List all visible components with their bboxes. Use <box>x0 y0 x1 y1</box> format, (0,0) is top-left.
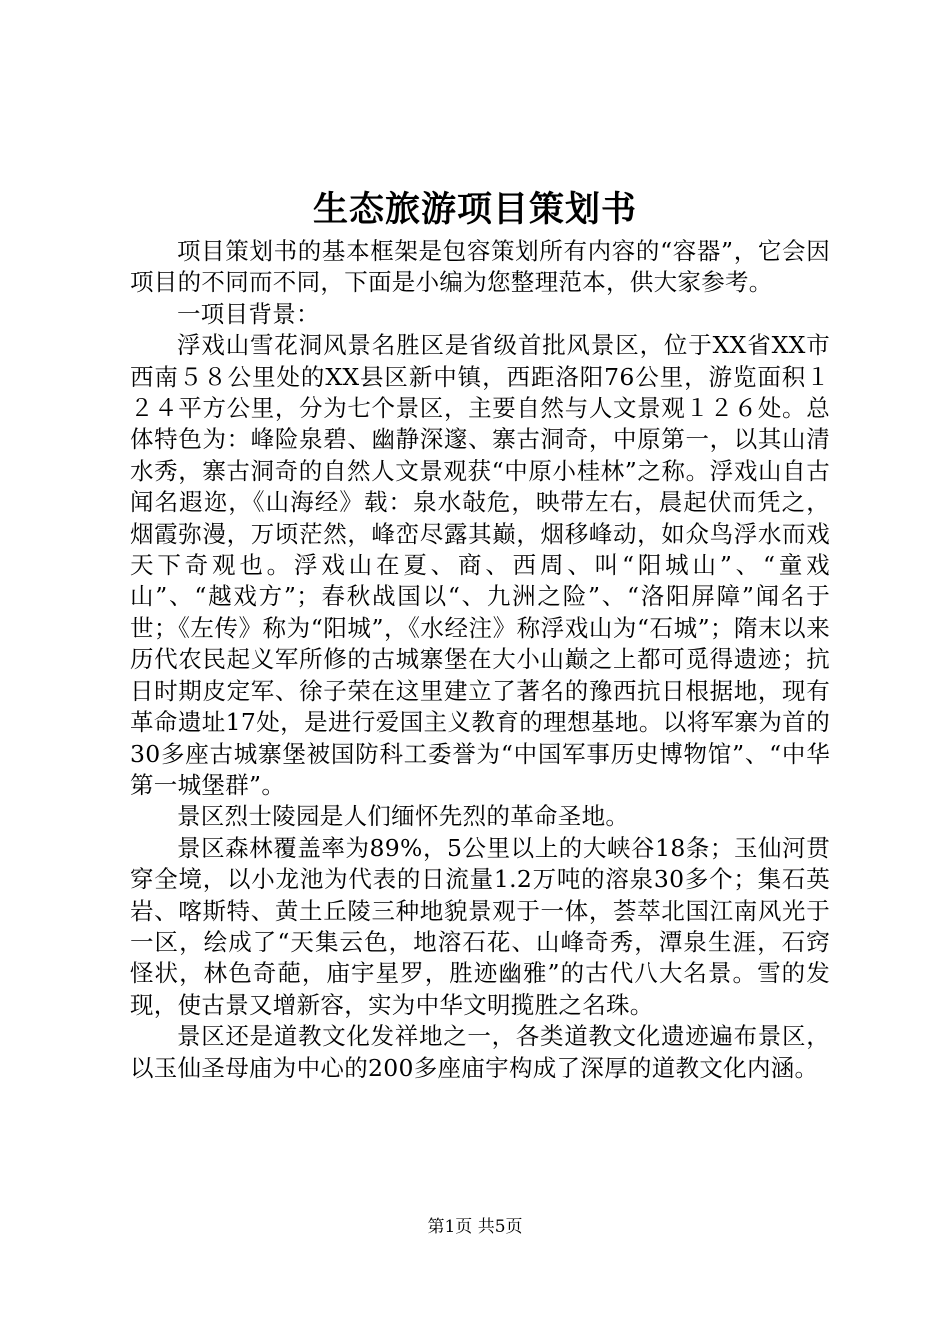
section-heading-background: 一项目背景： <box>177 299 320 328</box>
intro-paragraph: 项目策划书的基本框架是包容策划所有内容的“容器”，它会因项目的不同而不同，下面是小编为您整理范本，供大家参考。 <box>130 237 830 297</box>
document-title: 生态旅游项目策划书 <box>312 189 637 230</box>
forest-paragraph: 景区森林覆盖率为89%，5公里以上的大峡谷18条；玉仙河贯穿全境，以小龙池为代表的日流量1.2万吨的溶泉30多个；集石英岩、喀斯特、黄土丘陵三种地貌景观于一体，荟萃北国江南风光于一区，绘成了“天集云色，地溶石花、山峰奇秀，潭泉生涯，石窍怪状，林色奇葩，庙宇星罗，胜迹幽雅”的古代八大名景。雪的发现，使古景又增新容，实为中华文明揽胜之名珠。 <box>130 833 830 1019</box>
background-paragraph: 浮戏山雪花洞风景名胜区是省级首批风景区，位于XX省XX市西南５８公里处的XX县区新中镇，西距洛阳76公里，游览面积１２４平方公里，分为七个景区，主要自然与人文景观１２６处。总体特色为：峰险泉碧、幽静深邃、寨古洞奇，中原第一，以其山清水秀，寨古洞奇的自然人文景观获“中原小桂林”之称。浮戏山自古闻名遐迩，《山海经》载：泉水敧危，映带左右，晨起伏而凭之，烟霞弥漫，万顷茫然，峰峦尽露其巅，烟移峰动，如众鸟浮水而戏天下奇观也。浮戏山在夏、商、西周、叫“阳城山”、“童戏山”、“越戏方”；春秋战国以“、九洲之险”、“洛阳屏障”闻名于世；《左传》称为“阳城”，《水经注》称浮戏山为“石城”；隋末以来历代农民起义军所修的古城寨堡在大小山巅之上都可觅得遗迹；抗日时期皮定军、徐子荣在这里建立了著名的豫西抗日根据地，现有革命遗址17处，是进行爱国主义教育的理想基地。以将军寨为首的30多座古城寨堡被国防科工委誉为“中国军事历史博物馆”、“中华第一城堡群”。 <box>130 331 830 799</box>
taoist-culture-paragraph: 景区还是道教文化发祥地之一，各类道教文化遗迹遍布景区，以玉仙圣母庙为中心的200多座庙宇构成了深厚的道教文化内涵。 <box>130 1022 830 1082</box>
cemetery-paragraph: 景区烈士陵园是人们缅怀先烈的革命圣地。 <box>177 802 630 831</box>
page-footer: 第1页 共5页 <box>427 1217 523 1237</box>
document-body <box>130 236 830 1084</box>
